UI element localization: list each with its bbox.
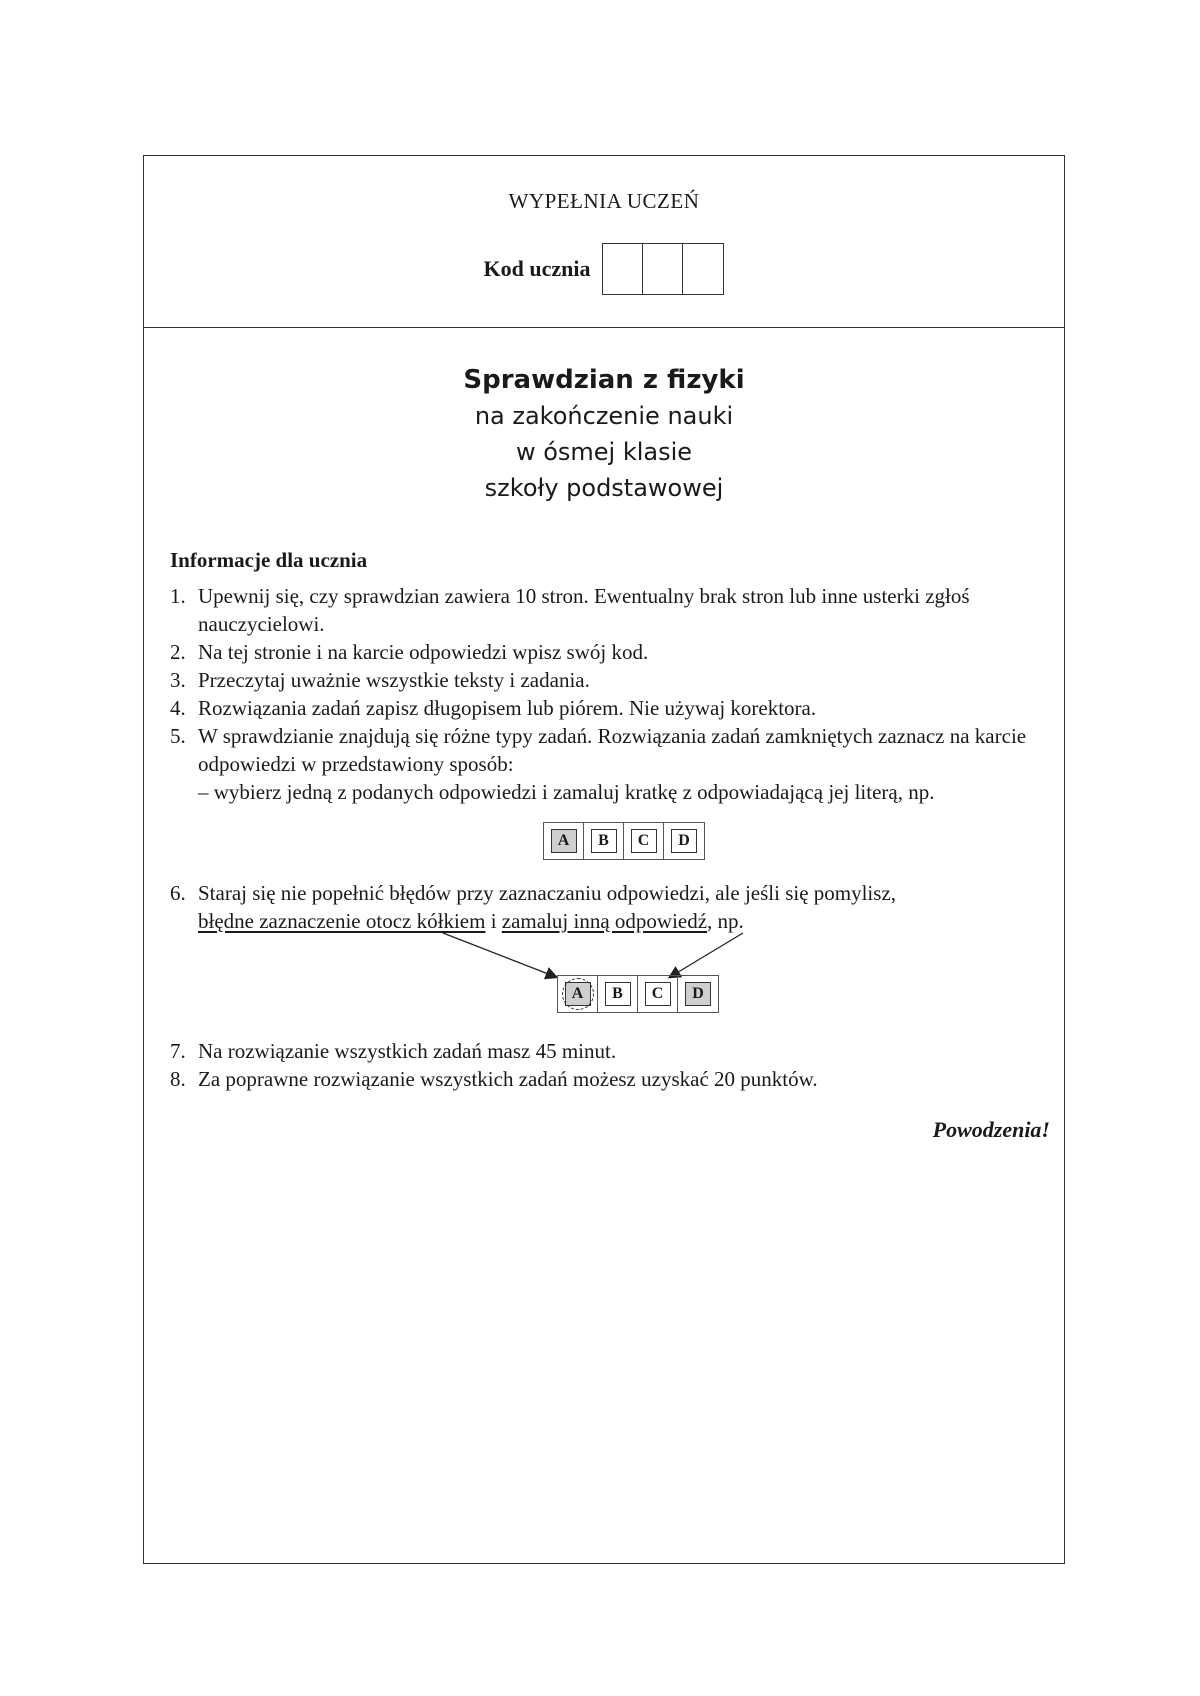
student-info [170,548,1050,1143]
exam-subtitle-line: na zakończenie nauki [474,402,734,430]
underlined-instruction-fill: zamaluj inną odpowiedź [501,909,708,933]
answer-example-filled [198,822,1050,860]
answer-letter: C [645,982,671,1006]
item-number: 3. [170,668,186,692]
student-code-boxes [602,243,724,295]
answer-option-c [638,976,678,1012]
item-tail: , np. [707,909,744,933]
answer-option-a [544,823,584,859]
closing-wish: Powodzenia! [932,1117,1050,1142]
item-number: 5. [170,724,186,748]
code-label: Kod ucznia [483,256,591,281]
list-item [170,582,1050,638]
rules-list [170,582,1050,1093]
answer-letter: A [551,829,577,853]
list-item [170,638,1050,666]
exam-title: Sprawdzian z fizyki [463,365,745,395]
answer-options [543,822,705,860]
arrow-to-filled [670,933,743,977]
item-text: Upewnij się, czy sprawdzian zawiera 10 stron. Ewentualny brak stron lub inne usterki zgłoś nauczycielowi. [198,584,970,636]
item-text: Na tej stronie i na karcie odpowiedzi wpisz swój kod. [198,640,649,664]
answer-letter: B [591,829,617,853]
code-box[interactable] [643,244,683,294]
list-item [170,879,1050,1019]
item-text: Na rozwiązanie wszystkich zadań masz 45 minut. [198,1039,617,1063]
answer-options [557,975,719,1013]
list-item [170,666,1050,694]
answer-letter: B [605,982,631,1006]
list-item [170,1065,1050,1093]
document-frame [143,155,1065,1564]
item-text: Rozwiązania zadań zapisz długopisem lub piórem. Nie używaj korektora. [198,696,817,720]
answer-letter: A [565,982,591,1006]
student-fill-section [144,156,1064,328]
item-number: 2. [170,640,186,664]
answer-option-b [598,976,638,1012]
list-item [170,1037,1050,1065]
item-text: Przeczytaj uważnie wszystkie teksty i zadania. [198,668,590,692]
fill-label: WYPEŁNIA UCZEŃ [508,189,700,213]
answer-example-corrected [198,935,1050,1019]
answer-option-d [678,976,718,1012]
answer-option-d [664,823,704,859]
item-number: 4. [170,696,186,720]
item-text: Za poprawne rozwiązanie wszystkich zadań możesz uzyskać 20 punktów. [198,1067,818,1091]
title-block [144,362,1064,506]
answer-letter: D [671,829,697,853]
list-item [170,694,1050,722]
item-connector: i [485,909,502,933]
item-text: W sprawdzianie znajdują się różne typy zadań. Rozwiązania zadań zamkniętych zaznacz na karcie odpowiedzi w przedstawiony sposób: [198,724,1027,776]
code-box[interactable] [683,244,723,294]
code-box[interactable] [603,244,643,294]
exam-subtitle-line: w ósmej klasie [515,438,693,466]
item-text: Staraj się nie popełnić błędów przy zaznaczaniu odpowiedzi, ale jeśli się pomylisz, [198,881,897,905]
info-heading: Informacje dla ucznia [170,548,368,572]
arrow-to-circled [443,933,556,977]
list-item [170,722,1050,860]
answer-option-a [558,976,598,1012]
underlined-instruction-circle: błędne zaznaczenie otocz kółkiem [198,909,486,933]
answer-option-b [584,823,624,859]
exam-subtitle-line: szkoły podstawowej [484,474,724,502]
item-number: 8. [170,1067,186,1091]
item-number: 7. [170,1039,186,1063]
item-number: 6. [170,881,186,905]
answer-option-c [624,823,664,859]
answer-letter: D [685,982,711,1006]
item-subtext: – wybierz jedną z podanych odpowiedzi i zamaluj kratkę z odpowiadającą jej literą, np. [198,780,935,804]
answer-letter: C [631,829,657,853]
item-number: 1. [170,584,186,608]
student-code-row [144,243,1064,295]
